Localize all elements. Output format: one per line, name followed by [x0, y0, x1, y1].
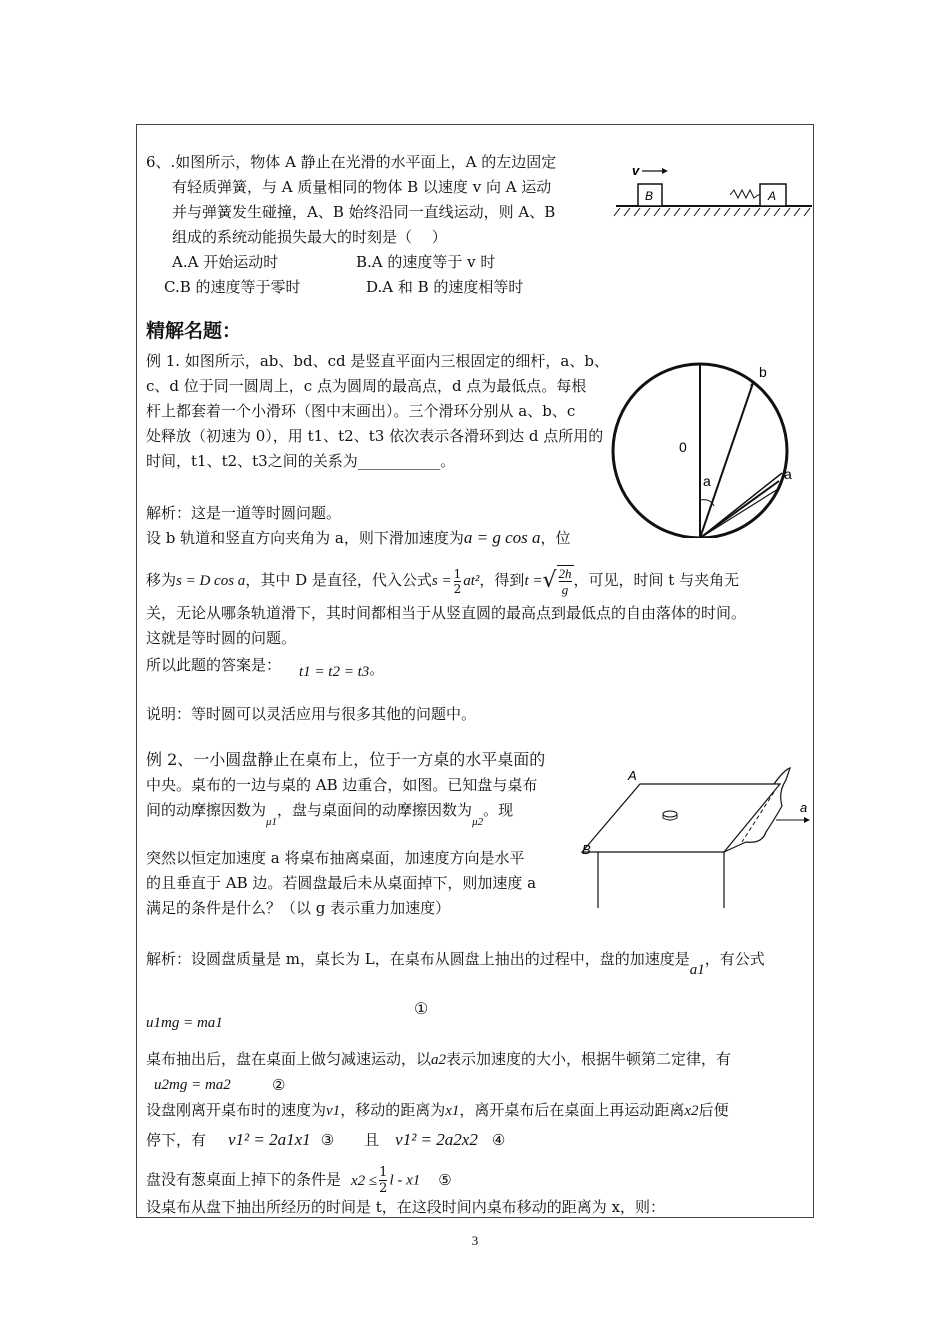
answer-formula: t1 = t2 = t3: [299, 664, 370, 680]
q6-option-a: A.A 开始运动时: [172, 253, 279, 271]
formula-a2: a2: [431, 1052, 447, 1068]
section-title: 精解名题：: [146, 320, 242, 342]
ex2-line2: 中央。桌布的一边与桌的 AB 边重合，如图。已知盘与桌布: [146, 776, 538, 794]
equation-1-number: ①: [414, 999, 429, 1018]
ex2-line6: 满足的条件是什么？（以 g 表示重力加速度）: [146, 899, 451, 917]
mu1: μ1: [266, 816, 278, 828]
ex1-line2: c、d 位于同一圆周上，c 点为圆周的最高点，d 点为最低点。每根: [146, 377, 587, 395]
ex1-solution-5: 这就是等时圆的问题。: [146, 629, 297, 647]
fraction-half-2: $\frac{1}{2}$: [379, 1165, 388, 1196]
ex2-line3: 间的动摩擦因数为$_{\mu 1}$，盘与桌面间的动摩擦因数为$_{\mu 2}$。现: [146, 801, 514, 828]
ex1-line3: 杆上都套着一个小滑环（图中末画出）。三个滑环分别从 a、b、c: [146, 402, 576, 420]
formula-displacement: s = D cos a: [176, 573, 246, 589]
equation-3: v1² = 2a1x1: [228, 1130, 311, 1149]
ex2-solution-4: 停下，有 v1² = 2a1x1 ③ 且 v1² = 2a2x2 ④: [146, 1130, 506, 1149]
block-a-label: A: [768, 189, 777, 203]
accel-label: a: [800, 800, 808, 815]
ex1-solution-1: 解析：这是一道等时圆问题。: [146, 504, 342, 522]
ex2-solution-1: 解析：设圆盘质量是 m，桌长为 L，在桌布从圆盘上抽出的过程中，盘的加速度是a1，有公式: [146, 950, 765, 978]
spring-collision-figure: [612, 160, 814, 218]
formula-accel: a = g cos a: [463, 528, 541, 547]
page-number: 3: [471, 1233, 479, 1248]
equation-2-number: ②: [272, 1076, 286, 1094]
fraction-half: $\frac{1}{2}$: [453, 566, 462, 596]
point-o-label: 0: [679, 439, 687, 455]
cloth-edge: [746, 768, 790, 842]
equation-1: u1mg = ma1: [146, 1015, 223, 1031]
corner-a-label: A: [628, 768, 637, 783]
formula-a1: a1: [689, 962, 705, 978]
ex2-line1: 例 2、一小圆盘静止在桌布上，位于一方桌的水平桌面的: [146, 750, 546, 769]
q6-line4: 组成的系统动能损失最大的时刻是（ ）: [172, 228, 447, 246]
velocity-label: v: [632, 163, 640, 178]
spring: [730, 190, 760, 198]
ex1-note: 说明：等时圆可以灵活应用与很多其他的问题中。: [146, 705, 477, 723]
ex1-answer: 所以此题的答案是： t1 = t2 = t3。: [146, 656, 385, 680]
fraction-sqrt: $\frac{2h}{g}$: [558, 566, 572, 597]
circle-figure: [610, 348, 810, 538]
ex2-line5: 的且垂直于 AB 边。若圆盘最后未从桌面掉下，则加速度 a: [146, 874, 537, 892]
disc: [663, 811, 677, 817]
equation-2: u2mg = ma2: [154, 1077, 231, 1093]
ex1-solution-3: 移为s = D cos a，其中 D 是直径，代入公式s = $\frac{1}{2}$ at²，得到t =√ $\frac{2h}{g}$ ，可见，时间 t 与夹角无: [146, 566, 740, 597]
q6-option-d: D.A 和 B 的速度相等时: [366, 278, 524, 296]
ex2-solution-3: 设盘刚离开桌布时的速度为v1，移动的距离为x1，离开桌布后在桌面上再运动距离x2后便: [146, 1101, 729, 1119]
point-a-label: a: [784, 466, 792, 482]
q6-line3: 并与弹簧发生碰撞，A、B 始终沿同一直线运动，则 A、B: [172, 203, 556, 221]
mu2: μ2: [472, 816, 484, 828]
ex1-line5: 时间，t1、t2、t3之间的关系为___________。: [146, 452, 456, 470]
ex2-solution-2: 桌布抽出后，盘在桌面上做匀减速运动，以a2表示加速度的大小，根据牛顿第二定律，有: [146, 1050, 732, 1068]
q6-option-b: B.A 的速度等于 v 时: [356, 253, 496, 271]
ex1-line4: 处释放（初速为 0），用 t1、t2、t3 依次表示各滑环到达 d 点所用的: [146, 427, 604, 445]
ex1-solution-4: 关，无论从哪条轨道滑下，其时间都相当于从竖直圆的最高点到最低点的自由落体的时间。: [146, 604, 747, 622]
equation-4: v1² = 2a2x2: [395, 1130, 478, 1149]
q6-option-c: C.B 的速度等于零时: [164, 278, 301, 296]
ex2-line4: 突然以恒定加速度 a 将桌布抽离桌面，加速度方向是水平: [146, 849, 525, 867]
corner-b-label: B: [582, 842, 591, 857]
angle-label: a: [703, 473, 711, 489]
ex2-solution-5: 盘没有葱桌面上掉下的条件是 x2 ≤ $\frac{1}{2}$ l - x1 ⑤: [146, 1165, 452, 1196]
ex1-solution-2: 设 b 轨道和竖直方向夹角为 a，则下滑加速度为a = g cos a，位: [146, 528, 571, 547]
q6-line2: 有轻质弹簧，与 A 质量相同的物体 B 以速度 v 向 A 运动: [172, 178, 552, 196]
ex1-line1: 例 1. 如图所示，ab、bd、cd 是竖直平面内三根固定的细杆，a、b、: [146, 352, 609, 370]
table-cloth-figure: [578, 762, 814, 912]
point-b-label: b: [759, 364, 767, 380]
equation-5: l - x1: [389, 1172, 421, 1189]
q6-line1: 6、.如图所示，物体 A 静止在光滑的水平面上，A 的左边固定: [146, 153, 557, 171]
ex2-solution-6: 设桌布从盘下抽出所经历的时间是 t，在这段时间内桌布移动的距离为 x，则：: [146, 1198, 666, 1216]
block-b-label: B: [645, 189, 654, 203]
rod-bd: [700, 383, 753, 538]
